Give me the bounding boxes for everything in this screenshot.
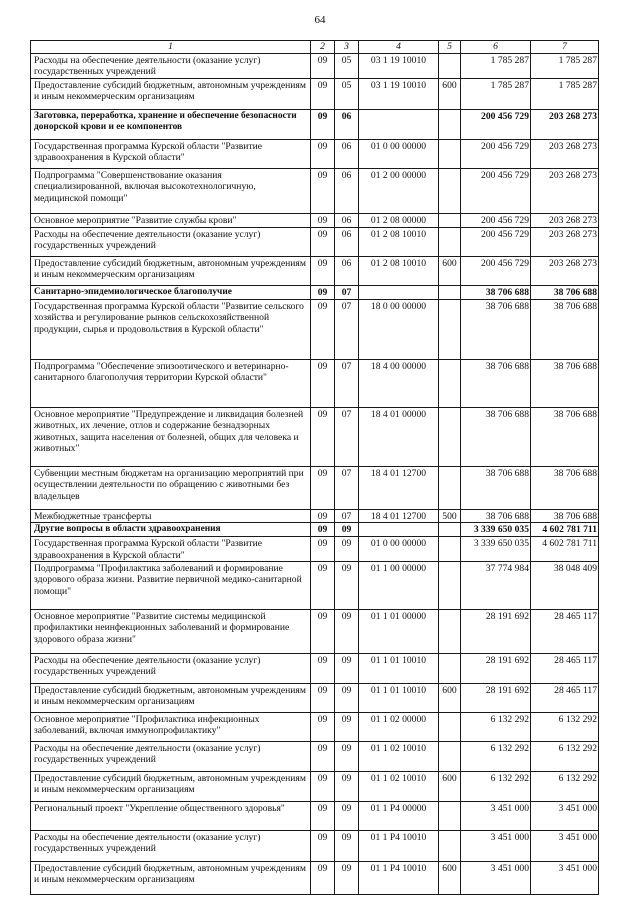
section-code: 09 [311, 684, 335, 713]
row-name: Расходы на обеспечение деятельности (оказание услуг) государственных учреждений [31, 654, 311, 684]
subsection-code: 05 [335, 78, 359, 109]
section-code: 09 [311, 168, 335, 213]
section-code: 09 [311, 139, 335, 168]
table-row [31, 227, 599, 256]
row-name: Предоставление субсидий бюджетным, автономным учреждениям и иным некоммерческим организациям [31, 684, 311, 713]
amount-year-2: 38 706 688 [531, 466, 599, 509]
expense-type-code [439, 139, 461, 168]
target-article-code [359, 109, 439, 139]
amount-year-1: 200 456 729 [461, 227, 531, 256]
section-code: 09 [311, 299, 335, 359]
amount-year-2: 203 268 273 [531, 168, 599, 213]
section-code: 09 [311, 862, 335, 895]
amount-year-1: 6 132 292 [461, 742, 531, 772]
amount-year-1: 3 339 650 035 [461, 537, 531, 562]
column-header-6: 6 [461, 41, 531, 54]
expense-type-code: 600 [439, 684, 461, 713]
table-row [31, 831, 599, 862]
target-article-code: 01 2 08 10010 [359, 227, 439, 256]
target-article-code: 01 0 00 00000 [359, 139, 439, 168]
expense-type-code [439, 213, 461, 227]
expense-type-code [439, 168, 461, 213]
amount-year-1: 1 785 287 [461, 54, 531, 79]
amount-year-1: 200 456 729 [461, 256, 531, 285]
expense-type-code [439, 713, 461, 742]
expense-type-code [439, 299, 461, 359]
row-name: Расходы на обеспечение деятельности (оказание услуг) государственных учреждений [31, 54, 311, 79]
amount-year-1: 38 706 688 [461, 299, 531, 359]
table-row [31, 359, 599, 407]
amount-year-1: 6 132 292 [461, 772, 531, 802]
amount-year-2: 203 268 273 [531, 213, 599, 227]
row-name: Расходы на обеспечение деятельности (оказание услуг) государственных учреждений [31, 227, 311, 256]
amount-year-1: 6 132 292 [461, 713, 531, 742]
table-row [31, 713, 599, 742]
amount-year-1: 38 706 688 [461, 359, 531, 407]
expense-type-code [439, 285, 461, 299]
subsection-code: 05 [335, 54, 359, 79]
table-row [31, 802, 599, 831]
target-article-code: 18 4 01 12700 [359, 509, 439, 522]
table-row [31, 862, 599, 895]
subsection-code: 06 [335, 109, 359, 139]
row-name: Другие вопросы в области здравоохранения [31, 523, 311, 537]
amount-year-1: 3 451 000 [461, 802, 531, 831]
column-header-5: 5 [439, 41, 461, 54]
table-row [31, 285, 599, 299]
table-row [31, 610, 599, 654]
row-name: Подпрограмма "Обеспечение эпизоотического и ветеринарно-санитарного благополучия территории Курской области" [31, 359, 311, 407]
table-row [31, 562, 599, 610]
target-article-code: 01 1 02 10010 [359, 742, 439, 772]
row-name: Предоставление субсидий бюджетным, автономным учреждениям и иным некоммерческим организациям [31, 78, 311, 109]
amount-year-1: 200 456 729 [461, 109, 531, 139]
section-code: 09 [311, 509, 335, 522]
expense-type-code [439, 537, 461, 562]
table-row [31, 139, 599, 168]
subsection-code: 09 [335, 654, 359, 684]
subsection-code: 07 [335, 285, 359, 299]
target-article-code: 01 2 08 10010 [359, 256, 439, 285]
amount-year-1: 28 191 692 [461, 610, 531, 654]
target-article-code: 01 0 00 00000 [359, 537, 439, 562]
table-row [31, 109, 599, 139]
section-code: 09 [311, 407, 335, 466]
subsection-code: 06 [335, 139, 359, 168]
amount-year-2: 203 268 273 [531, 109, 599, 139]
section-code: 09 [311, 562, 335, 610]
amount-year-1: 200 456 729 [461, 168, 531, 213]
expense-type-code [439, 466, 461, 509]
row-name: Субвенции местным бюджетам на организацию мероприятий при осуществлении деятельности по обращению с животными без владельцев [31, 466, 311, 509]
amount-year-2: 28 465 117 [531, 610, 599, 654]
amount-year-1: 28 191 692 [461, 684, 531, 713]
amount-year-2: 4 602 781 711 [531, 523, 599, 537]
row-name: Расходы на обеспечение деятельности (оказание услуг) государственных учреждений [31, 831, 311, 862]
expense-type-code [439, 54, 461, 79]
amount-year-2: 28 465 117 [531, 684, 599, 713]
column-header-4: 4 [359, 41, 439, 54]
section-code: 09 [311, 537, 335, 562]
subsection-code: 06 [335, 256, 359, 285]
target-article-code: 03 1 19 10010 [359, 78, 439, 109]
target-article-code: 01 2 08 00000 [359, 213, 439, 227]
expense-type-code [439, 523, 461, 537]
section-code: 09 [311, 802, 335, 831]
row-name: Региональный проект "Укрепление общественного здоровья" [31, 802, 311, 831]
amount-year-2: 28 465 117 [531, 654, 599, 684]
table-row [31, 523, 599, 537]
row-name: Основное мероприятие "Предупреждение и ликвидация болезней животных, их лечение, отлов и содержание безнадзорных животных, защита населения от болезней, общих для человека и животных" [31, 407, 311, 466]
section-code: 09 [311, 227, 335, 256]
table-row [31, 168, 599, 213]
table-row [31, 509, 599, 522]
row-name: Государственная программа Курской области "Развитие здравоохранения в Курской области" [31, 139, 311, 168]
amount-year-1: 38 706 688 [461, 407, 531, 466]
amount-year-2: 38 048 409 [531, 562, 599, 610]
target-article-code: 18 4 01 00000 [359, 407, 439, 466]
table-row [31, 537, 599, 562]
expense-type-code [439, 831, 461, 862]
amount-year-1: 38 706 688 [461, 466, 531, 509]
subsection-code: 09 [335, 862, 359, 895]
table-row [31, 54, 599, 79]
amount-year-1: 3 451 000 [461, 831, 531, 862]
amount-year-1: 38 706 688 [461, 285, 531, 299]
table-row [31, 213, 599, 227]
table-row [31, 684, 599, 713]
subsection-code: 09 [335, 713, 359, 742]
amount-year-1: 1 785 287 [461, 78, 531, 109]
row-name: Предоставление субсидий бюджетным, автономным учреждениям и иным некоммерческим организациям [31, 772, 311, 802]
amount-year-2: 203 268 273 [531, 256, 599, 285]
subsection-code: 06 [335, 168, 359, 213]
section-code: 09 [311, 713, 335, 742]
section-code: 09 [311, 654, 335, 684]
table-row [31, 299, 599, 359]
subsection-code: 07 [335, 359, 359, 407]
row-name: Государственная программа Курской области "Развитие здравоохранения в Курской области" [31, 537, 311, 562]
subsection-code: 07 [335, 299, 359, 359]
expense-type-code: 600 [439, 862, 461, 895]
subsection-code: 07 [335, 407, 359, 466]
row-name: Подпрограмма "Профилактика заболеваний и формирование здорового образа жизни. Развитие первичной медико-санитарной помощи" [31, 562, 311, 610]
subsection-code: 06 [335, 227, 359, 256]
subsection-code: 09 [335, 831, 359, 862]
amount-year-2: 6 132 292 [531, 742, 599, 772]
target-article-code: 01 1 P4 10010 [359, 831, 439, 862]
amount-year-2: 4 602 781 711 [531, 537, 599, 562]
expense-type-code: 600 [439, 772, 461, 802]
row-name: Основное мероприятие "Профилактика инфекционных заболеваний, включая иммунопрофилактику" [31, 713, 311, 742]
target-article-code [359, 285, 439, 299]
row-name: Основное мероприятие "Развитие системы медицинской профилактики неинфекционных заболеваний и формирование здорового образа жизни" [31, 610, 311, 654]
section-code: 09 [311, 772, 335, 802]
expense-type-code [439, 742, 461, 772]
subsection-code: 09 [335, 684, 359, 713]
target-article-code: 01 1 01 00000 [359, 610, 439, 654]
target-article-code [359, 523, 439, 537]
table-row [31, 256, 599, 285]
row-name: Заготовка, переработка, хранение и обеспечение безопасности донорской крови и ее компонентов [31, 109, 311, 139]
target-article-code: 01 1 00 00000 [359, 562, 439, 610]
row-name: Предоставление субсидий бюджетным, автономным учреждениям и иным некоммерческим организациям [31, 256, 311, 285]
expense-type-code [439, 407, 461, 466]
row-name: Предоставление субсидий бюджетным, автономным учреждениям и иным некоммерческим организациям [31, 862, 311, 895]
target-article-code: 18 0 00 00000 [359, 299, 439, 359]
amount-year-2: 38 706 688 [531, 299, 599, 359]
expense-type-code: 600 [439, 78, 461, 109]
subsection-code: 09 [335, 802, 359, 831]
subsection-code: 09 [335, 772, 359, 802]
amount-year-1: 3 451 000 [461, 862, 531, 895]
amount-year-1: 38 706 688 [461, 509, 531, 522]
amount-year-2: 203 268 273 [531, 139, 599, 168]
column-header-1: 1 [31, 41, 311, 54]
subsection-code: 09 [335, 562, 359, 610]
target-article-code: 01 1 02 00000 [359, 713, 439, 742]
page-number: 64 [314, 14, 326, 26]
target-article-code: 18 4 01 12700 [359, 466, 439, 509]
section-code: 09 [311, 359, 335, 407]
section-code: 09 [311, 285, 335, 299]
target-article-code: 01 1 P4 00000 [359, 802, 439, 831]
subsection-code: 07 [335, 509, 359, 522]
expense-type-code [439, 359, 461, 407]
section-code: 09 [311, 109, 335, 139]
column-header-7: 7 [531, 41, 599, 54]
amount-year-2: 1 785 287 [531, 78, 599, 109]
amount-year-2: 3 451 000 [531, 862, 599, 895]
amount-year-1: 28 191 692 [461, 654, 531, 684]
section-code: 09 [311, 610, 335, 654]
subsection-code: 09 [335, 537, 359, 562]
target-article-code: 01 1 01 10010 [359, 654, 439, 684]
row-name: Межбюджетные трансферты [31, 509, 311, 522]
subsection-code: 06 [335, 213, 359, 227]
section-code: 09 [311, 54, 335, 79]
amount-year-2: 38 706 688 [531, 509, 599, 522]
expense-type-code: 600 [439, 256, 461, 285]
target-article-code: 01 1 02 10010 [359, 772, 439, 802]
table-row [31, 78, 599, 109]
row-name: Государственная программа Курской области "Развитие сельского хозяйства и регулирование рынков сельскохозяйственной продукции, сырья и продовольствия в Курской области" [31, 299, 311, 359]
target-article-code: 03 1 19 10010 [359, 54, 439, 79]
amount-year-2: 6 132 292 [531, 772, 599, 802]
section-code: 09 [311, 78, 335, 109]
section-code: 09 [311, 256, 335, 285]
table-row [31, 772, 599, 802]
row-name: Основное мероприятие "Развитие службы крови" [31, 213, 311, 227]
amount-year-1: 200 456 729 [461, 139, 531, 168]
row-name: Расходы на обеспечение деятельности (оказание услуг) государственных учреждений [31, 742, 311, 772]
table-row [31, 466, 599, 509]
row-name: Санитарно-эпидемиологическое благополучие [31, 285, 311, 299]
target-article-code: 01 1 01 10010 [359, 684, 439, 713]
target-article-code: 01 2 00 00000 [359, 168, 439, 213]
expense-type-code [439, 610, 461, 654]
subsection-code: 09 [335, 742, 359, 772]
amount-year-2: 3 451 000 [531, 802, 599, 831]
expense-type-code [439, 227, 461, 256]
expense-type-code [439, 562, 461, 610]
expense-type-code [439, 802, 461, 831]
expense-type-code [439, 109, 461, 139]
expense-type-code [439, 654, 461, 684]
amount-year-2: 38 706 688 [531, 407, 599, 466]
section-code: 09 [311, 213, 335, 227]
section-code: 09 [311, 742, 335, 772]
section-code: 09 [311, 831, 335, 862]
row-name: Подпрограмма "Совершенствование оказания специализированной, включая высокотехнологичную, медицинской помощи" [31, 168, 311, 213]
target-article-code: 01 1 P4 10010 [359, 862, 439, 895]
amount-year-2: 38 706 688 [531, 359, 599, 407]
amount-year-1: 200 456 729 [461, 213, 531, 227]
table-row [31, 742, 599, 772]
amount-year-2: 3 451 000 [531, 831, 599, 862]
budget-table [30, 40, 599, 895]
subsection-code: 09 [335, 523, 359, 537]
amount-year-2: 6 132 292 [531, 713, 599, 742]
table-row [31, 654, 599, 684]
column-header-3: 3 [335, 41, 359, 54]
section-code: 09 [311, 466, 335, 509]
amount-year-1: 37 774 984 [461, 562, 531, 610]
subsection-code: 07 [335, 466, 359, 509]
amount-year-2: 38 706 688 [531, 285, 599, 299]
column-header-2: 2 [311, 41, 335, 54]
amount-year-2: 203 268 273 [531, 227, 599, 256]
amount-year-1: 3 339 650 035 [461, 523, 531, 537]
section-code: 09 [311, 523, 335, 537]
amount-year-2: 1 785 287 [531, 54, 599, 79]
subsection-code: 09 [335, 610, 359, 654]
header-row [31, 41, 599, 54]
target-article-code: 18 4 00 00000 [359, 359, 439, 407]
expense-type-code: 500 [439, 509, 461, 522]
table-row [31, 407, 599, 466]
